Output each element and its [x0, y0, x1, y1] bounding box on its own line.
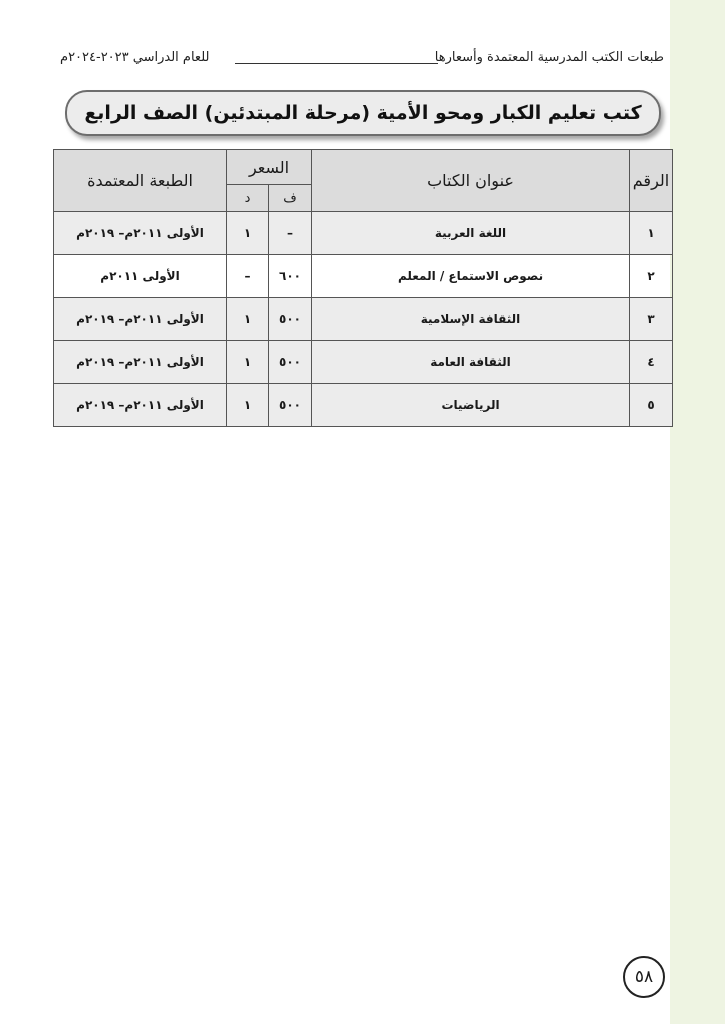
- table-row: [54, 341, 673, 384]
- running-header: [60, 48, 664, 72]
- header-edition: الطبعة المعتمدة: [54, 150, 227, 212]
- header-dinar: د: [227, 185, 269, 212]
- row-book-title: اللغة العربية: [312, 212, 630, 255]
- header-publication-title: طبعات الكتب المدرسية المعتمدة وأسعارها: [434, 50, 664, 65]
- row-edition: الأولى ٢٠١١م– ٢٠١٩م: [54, 384, 227, 427]
- row-price-dinar: –: [227, 255, 269, 298]
- section-title: كتب تعليم الكبار ومحو الأمية (مرحلة المبتدئين) الصف الرابع: [84, 102, 642, 124]
- page-number: ٥٨: [634, 967, 654, 987]
- row-price-dinar: ١: [227, 212, 269, 255]
- row-edition: الأولى ٢٠١١م– ٢٠١٩م: [54, 341, 227, 384]
- table-row: [54, 298, 673, 341]
- row-book-title: الرياضيات: [312, 384, 630, 427]
- page-number-badge: [623, 956, 665, 998]
- row-book-title: نصوص الاستماع / المعلم: [312, 255, 630, 298]
- row-price-dinar: ١: [227, 384, 269, 427]
- table-row: [54, 255, 673, 298]
- row-price-fils: ٥٠٠: [269, 384, 312, 427]
- row-price-fils: ٥٠٠: [269, 298, 312, 341]
- row-price-dinar: ١: [227, 341, 269, 384]
- header-school-year: للعام الدراسي ٢٠٢٣-٢٠٢٤م: [60, 50, 210, 65]
- row-price-fils: –: [269, 212, 312, 255]
- table-row: [54, 212, 673, 255]
- row-price-dinar: ١: [227, 298, 269, 341]
- header-fils: ف: [269, 185, 312, 212]
- header-rule: [235, 63, 438, 64]
- row-number: ١: [630, 212, 673, 255]
- row-number: ٣: [630, 298, 673, 341]
- row-number: ٢: [630, 255, 673, 298]
- row-edition: الأولى ٢٠١١م– ٢٠١٩م: [54, 212, 227, 255]
- row-number: ٥: [630, 384, 673, 427]
- row-edition: الأولى ٢٠١١م: [54, 255, 227, 298]
- header-book-title: عنوان الكتاب: [312, 150, 630, 212]
- row-price-fils: ٦٠٠: [269, 255, 312, 298]
- row-book-title: الثقافة الإسلامية: [312, 298, 630, 341]
- section-title-banner: [65, 90, 661, 136]
- header-number: الرقم: [630, 150, 673, 212]
- books-table: [53, 149, 673, 427]
- row-price-fils: ٥٠٠: [269, 341, 312, 384]
- row-book-title: الثقافة العامة: [312, 341, 630, 384]
- header-price: السعر: [227, 150, 312, 185]
- row-edition: الأولى ٢٠١١م– ٢٠١٩م: [54, 298, 227, 341]
- table-row: [54, 384, 673, 427]
- side-margin-strip: [670, 0, 725, 1024]
- row-number: ٤: [630, 341, 673, 384]
